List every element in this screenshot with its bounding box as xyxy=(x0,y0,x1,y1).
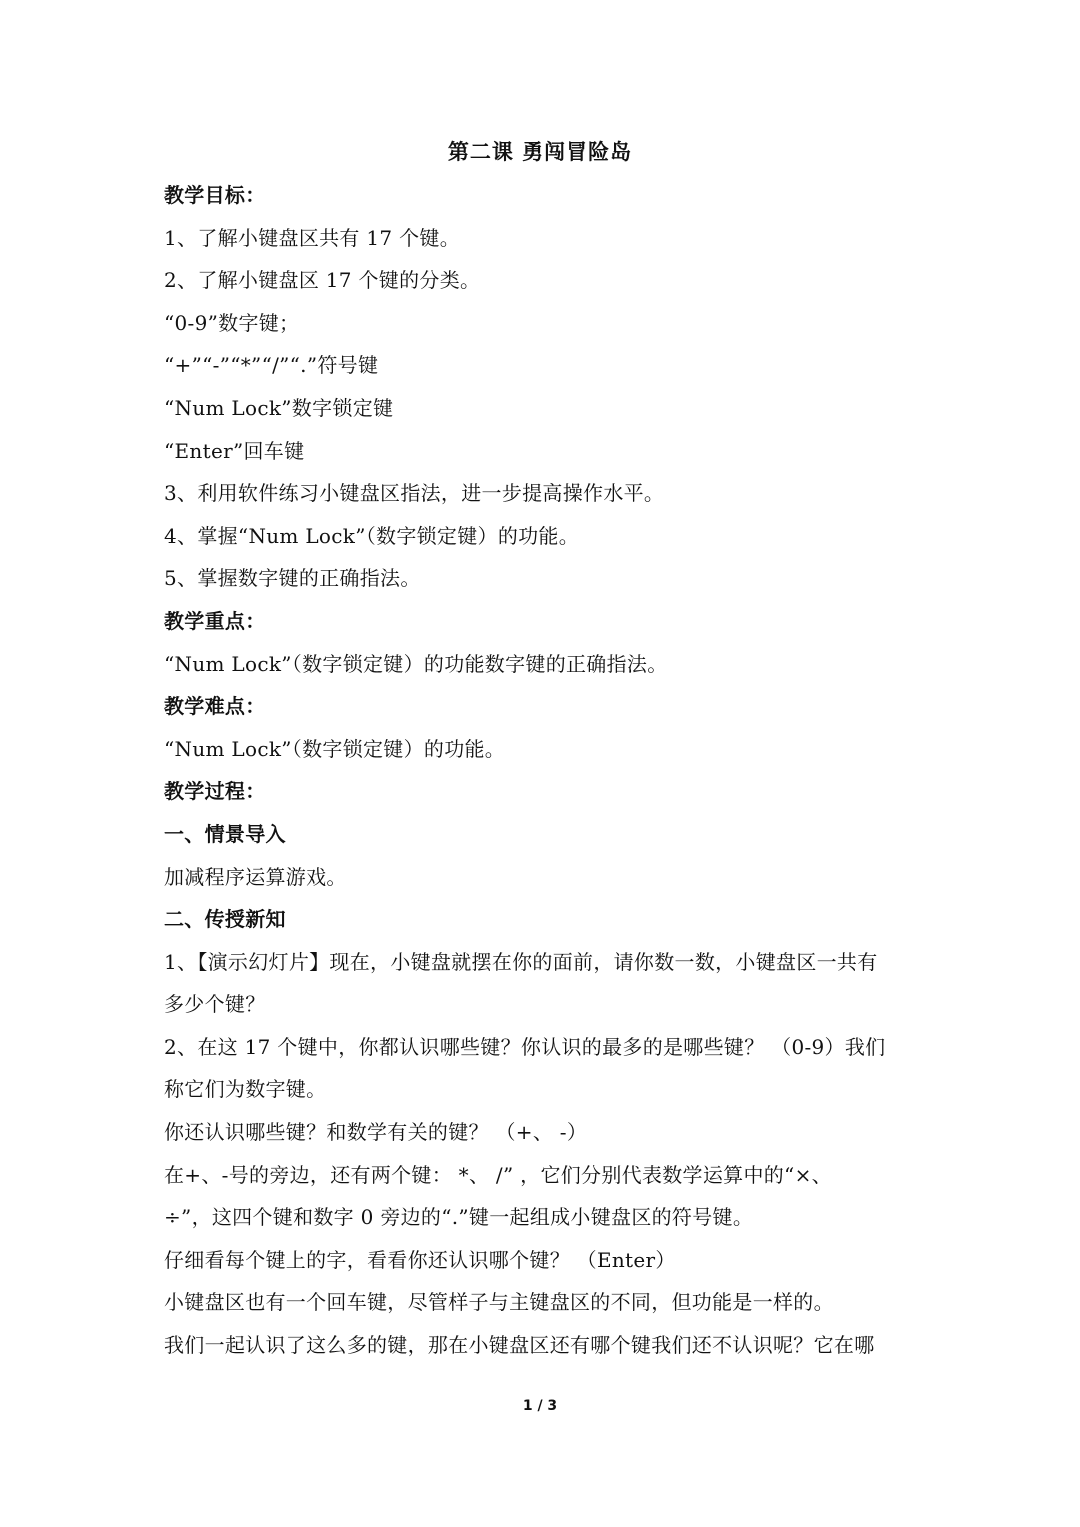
body-line: ÷”，这四个键和数字 0 旁边的“.”键一起组成小键盘区的符号键。 xyxy=(164,1205,754,1230)
body-line: 加减程序运算游戏。 xyxy=(164,864,347,889)
section-heading: 教学难点： xyxy=(164,694,266,719)
body-line: “Num Lock”数字锁定键 xyxy=(164,395,394,420)
document-body xyxy=(164,174,924,1367)
section-heading: 教学过程： xyxy=(164,779,266,804)
body-line: 我们一起认识了这么多的键，那在小键盘区还有哪个键我们还不认识呢？它在哪 xyxy=(164,1333,875,1358)
page-number: 1 / 3 xyxy=(522,1398,558,1414)
section-heading: 教学目标： xyxy=(164,183,266,207)
body-line: 你还认识哪些键？和数学有关的键？ （+、 -） xyxy=(164,1120,588,1145)
body-line: 小键盘区也有一个回车键，尽管样子与主键盘区的不同，但功能是一样的。 xyxy=(164,1290,834,1315)
section-heading: 一、情景导入 xyxy=(164,821,286,846)
body-line: 仔细看每个键上的字，看看你还认识哪个键？ （Enter） xyxy=(164,1247,676,1272)
body-line: 1、【演示幻灯片】现在，小键盘就摆在你的面前，请你数一数，小键盘区一共有 xyxy=(164,949,878,974)
body-line: “Enter”回车键 xyxy=(164,438,305,463)
body-line: “+”“-”“*”“/”“.”符号键 xyxy=(164,353,379,378)
body-line: 在+、-号的旁边，还有两个键： *、 /” ，它们分别代表数学运算中的“×、 xyxy=(164,1162,832,1187)
document-title: 第二课 勇闯冒险岛 xyxy=(447,140,633,164)
section-heading: 二、传授新知 xyxy=(164,907,286,932)
body-line: 称它们为数字键。 xyxy=(164,1077,327,1102)
body-line: “0-9”数字键； xyxy=(164,310,300,335)
body-line: 1、了解小键盘区共有 17 个键。 xyxy=(164,225,460,250)
body-line: 3、利用软件练习小键盘区指法，进一步提高操作水平。 xyxy=(164,481,665,506)
body-line: “Num Lock”（数字锁定键）的功能。 xyxy=(164,736,506,761)
body-line: 2、了解小键盘区 17 个键的分类。 xyxy=(164,268,481,293)
body-line: 4、掌握“Num Lock”（数字锁定键）的功能。 xyxy=(164,523,580,548)
body-line: “Num Lock”（数字锁定键）的功能数字键的正确指法。 xyxy=(164,651,668,676)
section-heading: 教学重点： xyxy=(164,608,266,633)
body-line: 多少个键？ xyxy=(164,992,266,1017)
body-line: 2、在这 17 个键中，你都认识哪些键？你认识的最多的是哪些键？ （0-9）我们 xyxy=(164,1034,886,1059)
body-line: 5、掌握数字键的正确指法。 xyxy=(164,566,421,591)
